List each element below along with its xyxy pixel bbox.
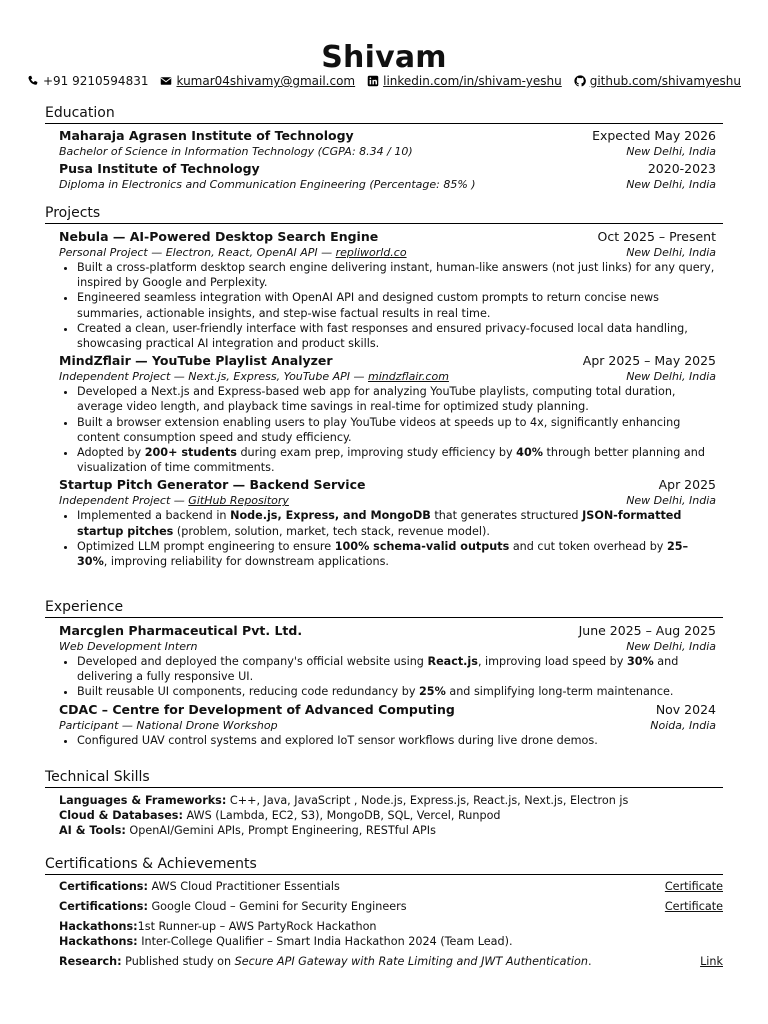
hackathon-row: Hackathons:1st Runner-up – AWS PartyRock Hackathon	[59, 920, 377, 933]
bullet-item: • Built a cross-platform desktop search engine delivering instant, human-like answers (not just links) for any query, inspired by Google and Perplexity.	[77, 260, 716, 290]
certificate-link[interactable]: Certificate	[664, 880, 723, 893]
project-location: New Delhi, India	[626, 246, 716, 259]
bullet-item: • Developed a Next.js and Express-based web app for analyzing YouTube playlists, computing total duration, average video length, and playback time savings in real-time for optimized study planning.	[77, 384, 716, 414]
research-link[interactable]: Link	[700, 955, 723, 968]
certificate-link[interactable]: Certificate	[664, 900, 723, 913]
github-link[interactable]: github.com/shivamyeshu	[589, 74, 741, 88]
skills-section	[45, 768, 723, 838]
phone-icon	[27, 75, 39, 87]
experience-location: Noida, India	[650, 718, 716, 732]
school-name: Pusa Institute of Technology	[59, 161, 260, 176]
section-title-experience: Experience	[45, 598, 723, 618]
section-title-skills: Technical Skills	[45, 768, 723, 788]
mail-icon	[160, 75, 172, 87]
bullet-item: • Implemented a backend in Node.js, Express, and MongoDB that generates structured JSON-formatted startup pitches (problem, solution, market, tech stack, revenue model).	[77, 508, 716, 538]
project-bullets	[59, 260, 716, 351]
project-meta	[59, 493, 289, 508]
section-title-education: Education	[45, 104, 723, 124]
project-name: Nebula — AI-Powered Desktop Search Engine	[59, 229, 379, 244]
job-role: Participant — National Drone Workshop	[59, 718, 278, 732]
email-link[interactable]: kumar04shivamy@gmail.com	[176, 74, 356, 88]
project-date: Apr 2025 – May 2025	[582, 353, 716, 369]
bullet-item: • Adopted by 200+ students during exam prep, improving study efficiency by 40% through better planning and visualization of time commitments.	[77, 445, 716, 475]
skills-row: AI & Tools: OpenAI/Gemini APIs, Prompt Engineering, RESTful APIs	[59, 824, 436, 837]
project-date: Oct 2025 – Present	[597, 229, 716, 244]
project-tech: Independent Project —	[59, 494, 189, 508]
project-location: New Delhi, India	[626, 494, 716, 508]
certifications-section	[45, 855, 723, 969]
project-date: Apr 2025	[658, 477, 716, 493]
github-icon	[574, 75, 586, 87]
education-date: Expected May 2026	[592, 128, 716, 143]
certification-row: Certifications: AWS Cloud Practitioner Essentials Certificate	[59, 880, 723, 893]
experience-section	[45, 598, 723, 748]
certification-row: Certifications: Google Cloud – Gemini for Security Engineers Certificate	[59, 900, 723, 913]
bullet-item: • Developed and deployed the company's official website using React.js, improving load speed by 30% and delivering a fully responsive UI.	[77, 654, 716, 684]
contact-bar	[0, 74, 768, 88]
phone-contact[interactable]	[27, 74, 149, 88]
project-tech: Independent Project — Next.js, Express, YouTube API —	[59, 370, 369, 384]
school-name: Maharaja Agrasen Institute of Technology	[59, 128, 354, 143]
project-location: New Delhi, India	[626, 370, 716, 384]
project-link[interactable]: GitHub Repository	[188, 494, 289, 508]
project-link[interactable]: mindzflair.com	[368, 370, 449, 384]
experience-bullets	[59, 654, 716, 700]
project-tech: Personal Project — Electron, React, OpenAI API —	[59, 246, 336, 259]
phone-number: +91 9210594831	[42, 74, 149, 88]
project-name: Startup Pitch Generator — Backend Service	[59, 477, 366, 493]
skills-row: Cloud & Databases: AWS (Lambda, EC2, S3), MongoDB, SQL, Vercel, Runpod	[59, 809, 501, 822]
project-meta	[59, 245, 407, 260]
github-contact[interactable]	[574, 74, 741, 88]
experience-date: Nov 2024	[655, 701, 716, 717]
candidate-name: Shivam	[321, 40, 447, 75]
project-meta	[59, 369, 449, 384]
bullet-item: • Engineered seamless integration with OpenAI API and designed custom prompts to return concise news summaries, actionable insights, and step-wise factual results in real time.	[77, 290, 716, 320]
experience-date: June 2025 – Aug 2025	[578, 623, 716, 638]
project-name: MindZflair — YouTube Playlist Analyzer	[59, 353, 333, 369]
education-entry-heading	[59, 127, 716, 144]
projects-section	[45, 204, 723, 569]
degree: Bachelor of Science in Information Technology (CGPA: 8.34 / 10)	[59, 145, 413, 158]
company-name: CDAC – Centre for Development of Advanced Computing	[59, 701, 455, 717]
degree: Diploma in Electronics and Communication Engineering (Percentage: 85% )	[59, 178, 476, 191]
company-name: Marcglen Pharmaceutical Pvt. Ltd.	[59, 623, 303, 638]
linkedin-icon	[367, 75, 379, 87]
experience-bullets	[59, 733, 716, 748]
education-location: New Delhi, India	[626, 145, 716, 158]
hackathon-row: Hackathons: Inter-College Qualifier – Smart India Hackathon 2024 (Team Lead).	[59, 935, 513, 948]
experience-location: New Delhi, India	[626, 640, 716, 653]
bullet-item: • Optimized LLM prompt engineering to ensure 100% schema-valid outputs and cut token overhead by 25–30%, improving reliability for downstream applications.	[77, 539, 716, 569]
bullet-item: • Created a clean, user-friendly interface with fast responses and ensured privacy-focused local data handling, showcasing practical AI integration and product skills.	[77, 321, 716, 351]
section-title-certifications: Certifications & Achievements	[45, 855, 723, 875]
job-role: Web Development Intern	[59, 640, 198, 653]
research-row: Research: Published study on Secure API Gateway with Rate Limiting and JWT Authentication. Link	[59, 955, 723, 968]
section-title-projects: Projects	[45, 204, 723, 224]
project-link[interactable]: repliworld.co	[335, 246, 407, 259]
linkedin-contact[interactable]	[367, 74, 562, 88]
linkedin-link[interactable]: linkedin.com/in/shivam-yeshu	[383, 74, 562, 88]
education-date: 2020-2023	[647, 161, 716, 176]
bullet-item: • Built reusable UI components, reducing code redundancy by 25% and simplifying long-term maintenance.	[77, 684, 716, 699]
education-section	[45, 104, 723, 192]
project-bullets	[59, 508, 716, 569]
project-bullets	[59, 384, 716, 475]
skills-row: Languages & Frameworks: C++, Java, JavaScript , Node.js, Express.js, React.js, Next.js, Electron js	[59, 794, 629, 807]
bullet-item: • Built a browser extension enabling users to play YouTube videos at speeds up to 4x, significantly enhancing content consumption speed and study efficiency.	[77, 415, 716, 445]
education-location: New Delhi, India	[626, 178, 716, 191]
bullet-item: • Configured UAV control systems and explored IoT sensor workflows during live drone demos.	[77, 733, 716, 748]
email-contact[interactable]	[160, 74, 355, 88]
